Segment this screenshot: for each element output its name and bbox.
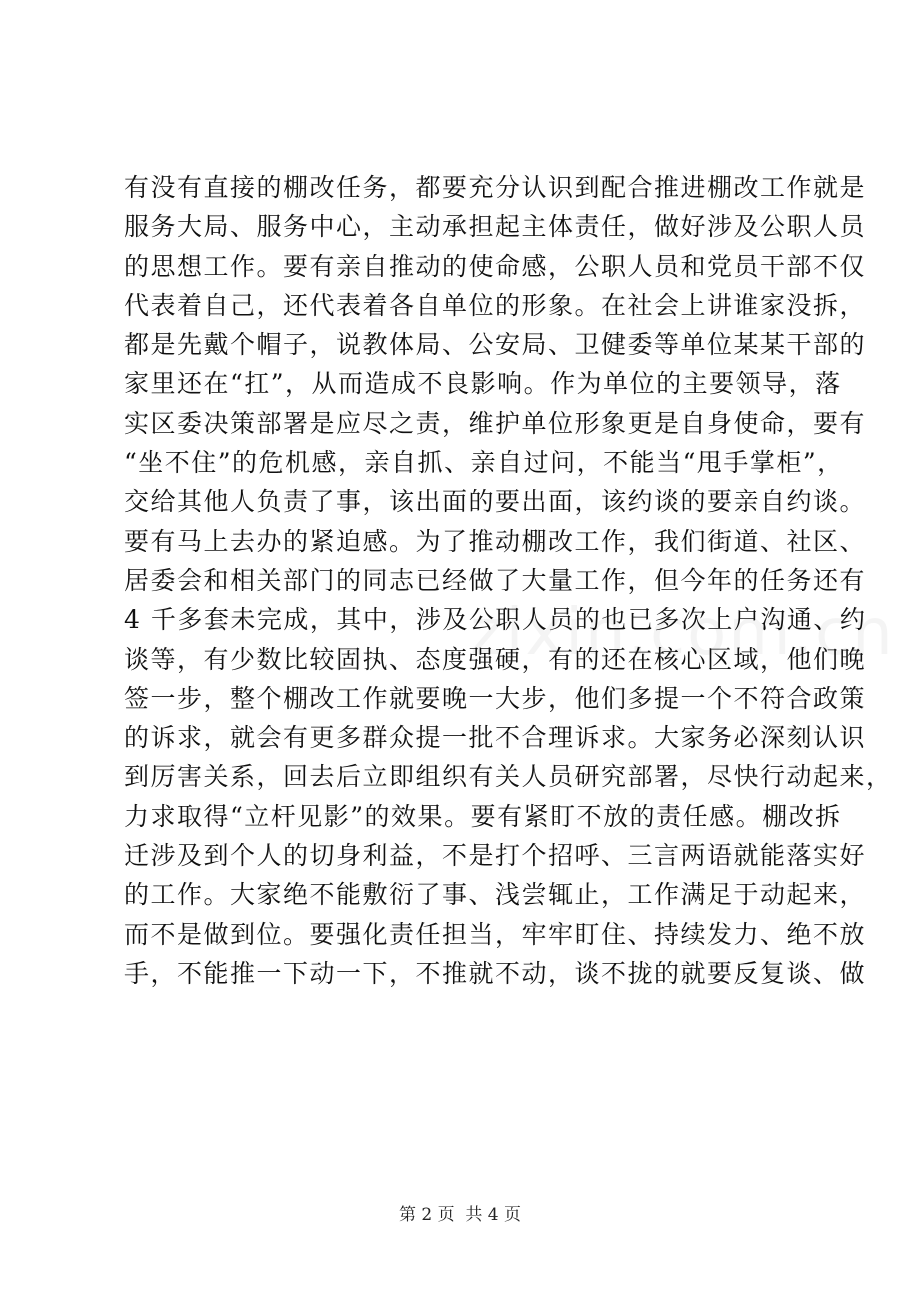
text-line: 代表着自己，还代表着各自单位的形象。在社会上讲谁家没拆，: [124, 290, 867, 320]
text-line: 力求取得“立杆见影”的效果。要有紧盯不放的责任感。棚改拆: [124, 801, 842, 831]
page-number-label: 第 2 页 共 4 页: [398, 1205, 522, 1225]
text-line: 到厉害关系，回去后立即组织有关人员研究部署，尽快行动起来，: [124, 762, 893, 792]
text-line: “坐不住”的危机感，亲自抓、亲自过问，不能当“甩手掌柜”，: [124, 448, 844, 478]
text-line: 有没有直接的棚改任务，都要充分认识到配合推进棚改工作就是: [124, 173, 867, 202]
text-line: 迁涉及到个人的切身利益，不是打个招呼、三言两语就能落实好: [124, 841, 867, 871]
text-line: 签一步，整个棚改工作就要晚一大步，他们多提一个不符合政策: [124, 683, 867, 713]
text-line: 的工作。大家绝不能敷衍了事、浅尝辄止，工作满足于动起来，: [124, 880, 867, 910]
text-line: 实区委决策部署是应尽之责，维护单位形象更是自身使命，要有: [124, 408, 867, 438]
text-line: 的思想工作。要有亲自推动的使命感，公职人员和党员干部不仅: [124, 251, 867, 281]
body-text: [124, 168, 893, 993]
text-line: 的诉求，就会有更多群众提一批不合理诉求。大家务必深刻认识: [124, 723, 867, 753]
text-line: 服务大局、服务中心，主动承担起主体责任，做好涉及公职人员: [124, 212, 867, 242]
text-line: 都是先戴个帽子，说教体局、公安局、卫健委等单位某某干部的: [124, 330, 867, 360]
text-line: 而不是做到位。要强化责任担当，牢牢盯住、持续发力、绝不放: [124, 919, 867, 949]
text-line: 谈等，有少数比较固执、态度强硬，有的还在核心区域，他们晚: [124, 644, 867, 674]
text-line: 家里还在“扛”，从而造成不良影响。作为单位的主要领导，落: [124, 369, 842, 399]
text-line: 要有马上去办的紧迫感。为了推动棚改工作，我们街道、社区、: [124, 526, 867, 556]
text-line: 居委会和相关部门的同志已经做了大量工作，但今年的任务还有: [124, 565, 867, 595]
text-line: 交给其他人负责了事，该出面的要出面，该约谈的要亲自约谈。: [124, 487, 867, 517]
text-line: 4 千多套未完成，其中，涉及公职人员的也已多次上户沟通、约: [124, 605, 867, 635]
text-line: 手，不能推一下动一下，不推就不动，谈不拢的就要反复谈、做: [124, 958, 867, 988]
page-footer: [0, 1200, 920, 1225]
